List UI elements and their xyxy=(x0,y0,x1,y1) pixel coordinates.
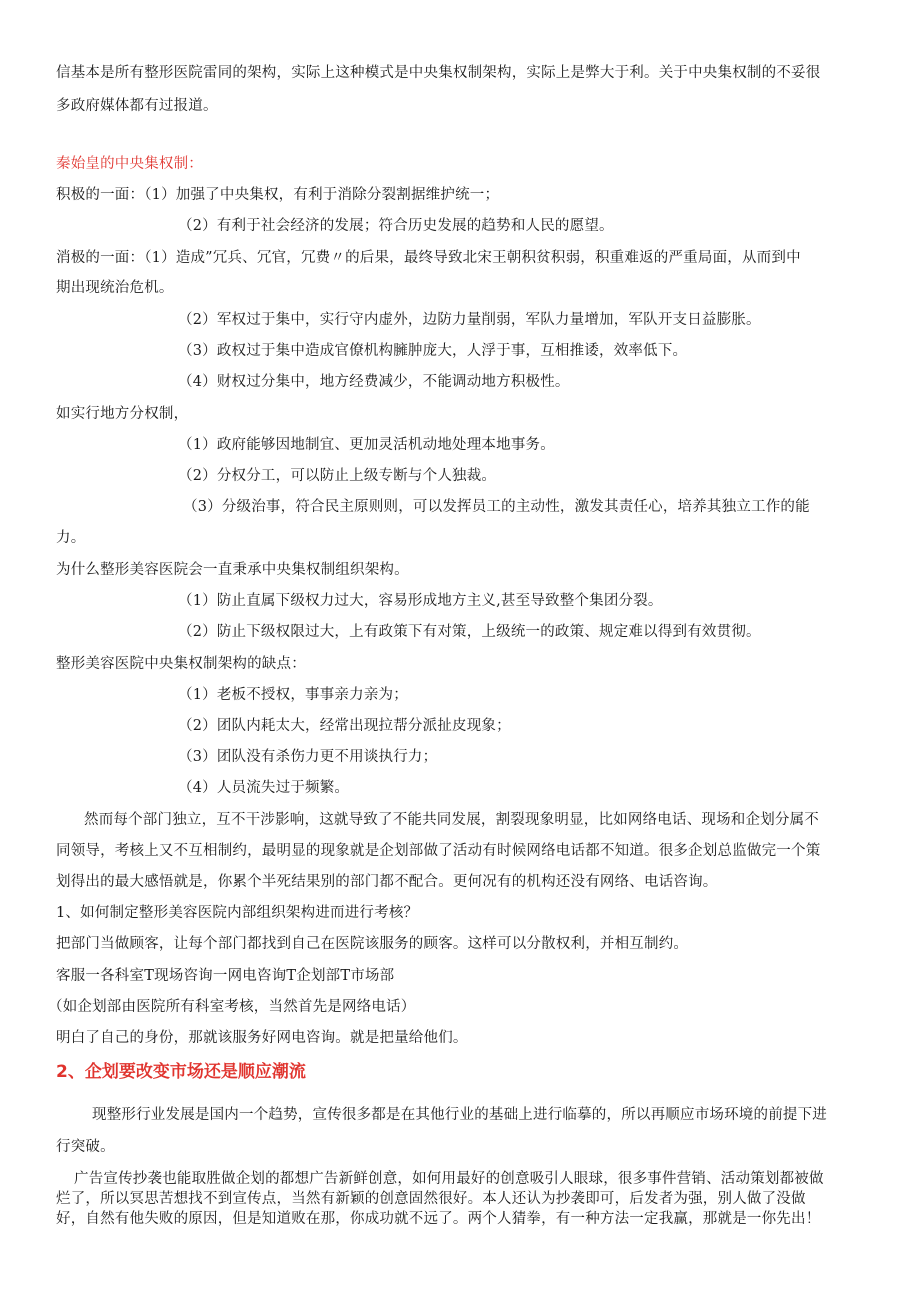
qin-title: 秦始皇的中央集权制： xyxy=(56,156,203,172)
why-line-3: （2）防止下级权限过大，上有政策下有对策，上级统一的政策、规定难以得到有效贯彻。 xyxy=(178,624,761,640)
section1-line-3: 客服一各科室T现场咨询一网电咨询T企划部T市场部 xyxy=(56,968,395,984)
defects-line-2: （1）老板不授权，事事亲力亲为； xyxy=(178,687,408,703)
intro-line-1: 信基本是所有整形医院雷同的架构，实际上这种模式是中央集权制架构，实际上是弊大于利。关于中央集权制的不妥很 xyxy=(56,65,821,81)
positive-line-2: （2）有利于社会经济的发展；符合历史发展的趋势和人民的愿望。 xyxy=(178,218,614,234)
section1-line-2: 把部门当做顾客，让每个部门都找到自己在医院该服务的顾客。这样可以分散权利，并相互制约。 xyxy=(56,936,689,952)
why-line-1: 为什么整形美容医院会一直秉承中央集权制组织架构。 xyxy=(56,562,409,578)
section2-heading: 2、企划要改变市场还是顺应潮流 xyxy=(56,1062,306,1082)
section1-line-4: （如企划部由医院所有科室考核，当然首先是网络电话） xyxy=(48,999,416,1015)
section2-p2-line-3: 好，自然有他失败的原因，但是知道败在那，你成功就不远了。两个人猜拳，有一种方法一定我赢，那就是一你先出！ xyxy=(56,1211,821,1227)
section2-p2-line-2: 烂了，所以冥思苦想找不到宣传点，当然有新颖的创意固然很好。本人还认为抄袭即可，后发者为强，别人做了没做 xyxy=(56,1191,806,1207)
local-line-1: 如实行地方分权制， xyxy=(56,406,189,422)
local-line-3: （2）分权分工，可以防止上级专断与个人独裁。 xyxy=(178,468,497,484)
negative-line-5: （4）财权过分集中，地方经费减少，不能调动地方积极性。 xyxy=(178,374,570,390)
section2-p2-line-1: 广告宣传抄袭也能取胜做企划的都想广告新鲜创意，如何用最好的创意吸引人眼球，很多事件营销、活动策划都被做 xyxy=(74,1171,824,1187)
defects-line-3: （2）团队内耗太大，经常出现拉帮分派扯皮现象； xyxy=(178,718,511,734)
section2-p1-line-1: 现整形行业发展是国内一个趋势，宣传很多都是在其他行业的基础上进行临摹的，所以再顺应市场环境的前提下进 xyxy=(92,1107,827,1123)
why-line-2: （1）防止直属下级权力过大，容易形成地方主义,甚至导致整个集团分裂。 xyxy=(178,593,663,609)
positive-line-1: 积极的一面：（1）加强了中央集权，有利于消除分裂割据维护统一； xyxy=(56,187,500,203)
defects-line-4: （3）团队没有杀伤力更不用谈执行力； xyxy=(178,749,438,765)
section2-p1-line-2: 行突破。 xyxy=(56,1139,115,1155)
section1-line-5: 明白了自己的身份，那就该服务好网电咨询。就是把量给他们。 xyxy=(56,1030,468,1046)
intro-line-2: 多政府媒体都有过报道。 xyxy=(56,98,218,114)
local-line-4: （3）分级治事，符合民主原则则，可以发挥员工的主动性，激发其责任心，培养其独立工作的能 xyxy=(183,499,810,515)
section1-line-1: 1、如何制定整形美容医院内部组织架构进而进行考核？ xyxy=(56,905,419,921)
negative-line-1: 消极的一面：（1）造成”冗兵、冗官，冗费〃的后果，最终导致北宋王朝积贫积弱，积重难返的严重局面，从而到中 xyxy=(56,250,801,266)
defects-line-5: （4）人员流失过于频繁。 xyxy=(178,780,350,796)
however-line-1: 然而每个部门独立，互不干涉影响，这就导致了不能共同发展，割裂现象明显，比如网络电话、现场和企划分属不 xyxy=(84,812,819,828)
defects-line-1: 整形美容医院中央集权制架构的缺点： xyxy=(56,656,306,672)
negative-line-2: 期出现统治危机。 xyxy=(56,280,174,296)
however-line-3: 划得出的最大感悟就是，你累个半死结果别的部门都不配合。更何况有的机构还没有网络、电话咨询。 xyxy=(56,874,718,890)
local-line-5: 力。 xyxy=(56,530,86,546)
local-line-2: （1）政府能够因地制宜、更加灵活机动地处理本地事务。 xyxy=(178,437,555,453)
negative-line-3: （2）军权过于集中，实行守内虚外，边防力量削弱，军队力量增加，军队开支日益膨胀。 xyxy=(178,312,761,328)
however-line-2: 同领导，考核上又不互相制约，最明显的现象就是企划部做了活动有时候网络电话都不知道。很多企划总监做完一个策 xyxy=(56,843,821,859)
negative-line-4: （3）政权过于集中造成官僚机构臃肿庞大，人浮于事，互相推诿，效率低下。 xyxy=(178,343,688,359)
